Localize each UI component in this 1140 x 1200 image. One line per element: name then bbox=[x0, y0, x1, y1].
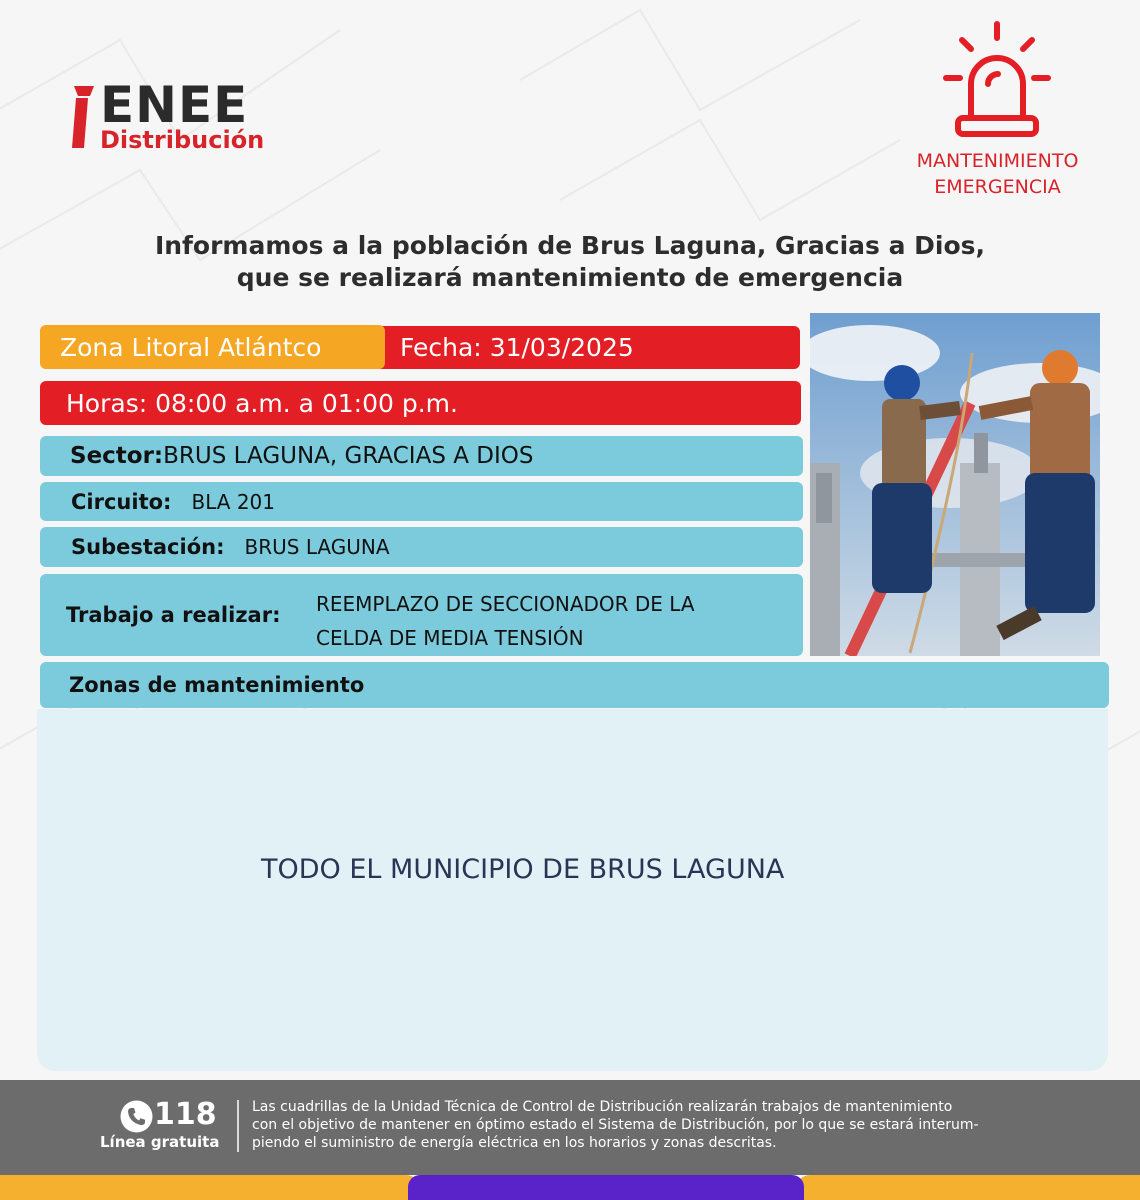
siren-icon bbox=[940, 18, 1055, 143]
hotline-label: Línea gratuita bbox=[100, 1133, 220, 1151]
bottom-bar-right bbox=[796, 1175, 1140, 1200]
subestacion-row bbox=[40, 527, 803, 567]
bottom-bar-left bbox=[0, 1175, 420, 1200]
logo-subtitle: Distribución bbox=[100, 126, 265, 154]
subestacion-value: BRUS LAGUNA bbox=[244, 535, 390, 559]
zonas-content-panel bbox=[37, 709, 1108, 1071]
headline-line-1: Informamos a la población de Brus Laguna, Gracias a Dios, bbox=[154, 231, 986, 260]
circuito-label: Circuito: bbox=[71, 489, 172, 514]
headline-line-2: que se realizará mantenimiento de emergencia bbox=[236, 263, 904, 292]
fecha-value: 31/03/2025 bbox=[489, 333, 634, 362]
sector-row bbox=[40, 436, 803, 476]
footer-divider bbox=[237, 1100, 239, 1152]
trabajo-value bbox=[316, 587, 786, 655]
subestacion-label: Subestación: bbox=[71, 535, 225, 559]
sector-value: BRUS LAGUNA, GRACIAS A DIOS bbox=[163, 443, 534, 469]
trabajo-line-1: REEMPLAZO DE SECCIONADOR DE LA bbox=[316, 592, 695, 616]
trabajo-label: Trabajo a realizar: bbox=[66, 603, 281, 627]
footer bbox=[0, 1080, 1140, 1175]
footer-line-2: con el objetivo de mantener en óptimo estado el Sistema de Distribución, por lo que se estará interum- bbox=[252, 1117, 979, 1133]
footer-disclaimer bbox=[252, 1098, 1052, 1152]
footer-line-1: Las cuadrillas de la Unidad Técnica de Control de Distribución realizarán trabajos de mantenimiento bbox=[252, 1099, 953, 1115]
phone-icon bbox=[120, 1100, 153, 1133]
circuito-row bbox=[40, 482, 803, 521]
zonas-header: Zonas de mantenimiento bbox=[40, 662, 1109, 708]
footer-line-3: piendo el suministro de energía eléctrica en los horarios y zonas descritas. bbox=[252, 1135, 777, 1151]
zona-badge: Zona Litoral Atlántco bbox=[40, 325, 385, 369]
sector-label: Sector: bbox=[70, 443, 164, 469]
zonas-content: TODO EL MUNICIPIO DE BRUS LAGUNA bbox=[261, 854, 785, 885]
enee-logo bbox=[70, 76, 300, 155]
emergency-badge-label bbox=[895, 148, 1100, 200]
circuito-value: BLA 201 bbox=[191, 489, 276, 514]
fecha-row bbox=[375, 326, 800, 369]
horas-value: 08:00 a.m. a 01:00 p.m. bbox=[155, 388, 458, 418]
horas-row bbox=[40, 381, 801, 425]
hotline-number: 118 bbox=[154, 1097, 217, 1132]
logo-mark-icon bbox=[70, 84, 96, 150]
fecha-label: Fecha: bbox=[400, 333, 482, 362]
horas-label: Horas: bbox=[66, 388, 148, 418]
logo-wordmark: ENEE bbox=[100, 76, 249, 134]
trabajo-line-2: CELDA DE MEDIA TENSIÓN bbox=[316, 626, 584, 650]
bottom-bar-center bbox=[408, 1175, 804, 1200]
linemen-photo bbox=[810, 313, 1100, 656]
trabajo-row bbox=[40, 574, 803, 656]
badge-line-2: EMERGENCIA bbox=[934, 176, 1061, 198]
announcement-headline bbox=[40, 230, 1100, 294]
badge-line-1: MANTENIMIENTO bbox=[916, 150, 1079, 172]
